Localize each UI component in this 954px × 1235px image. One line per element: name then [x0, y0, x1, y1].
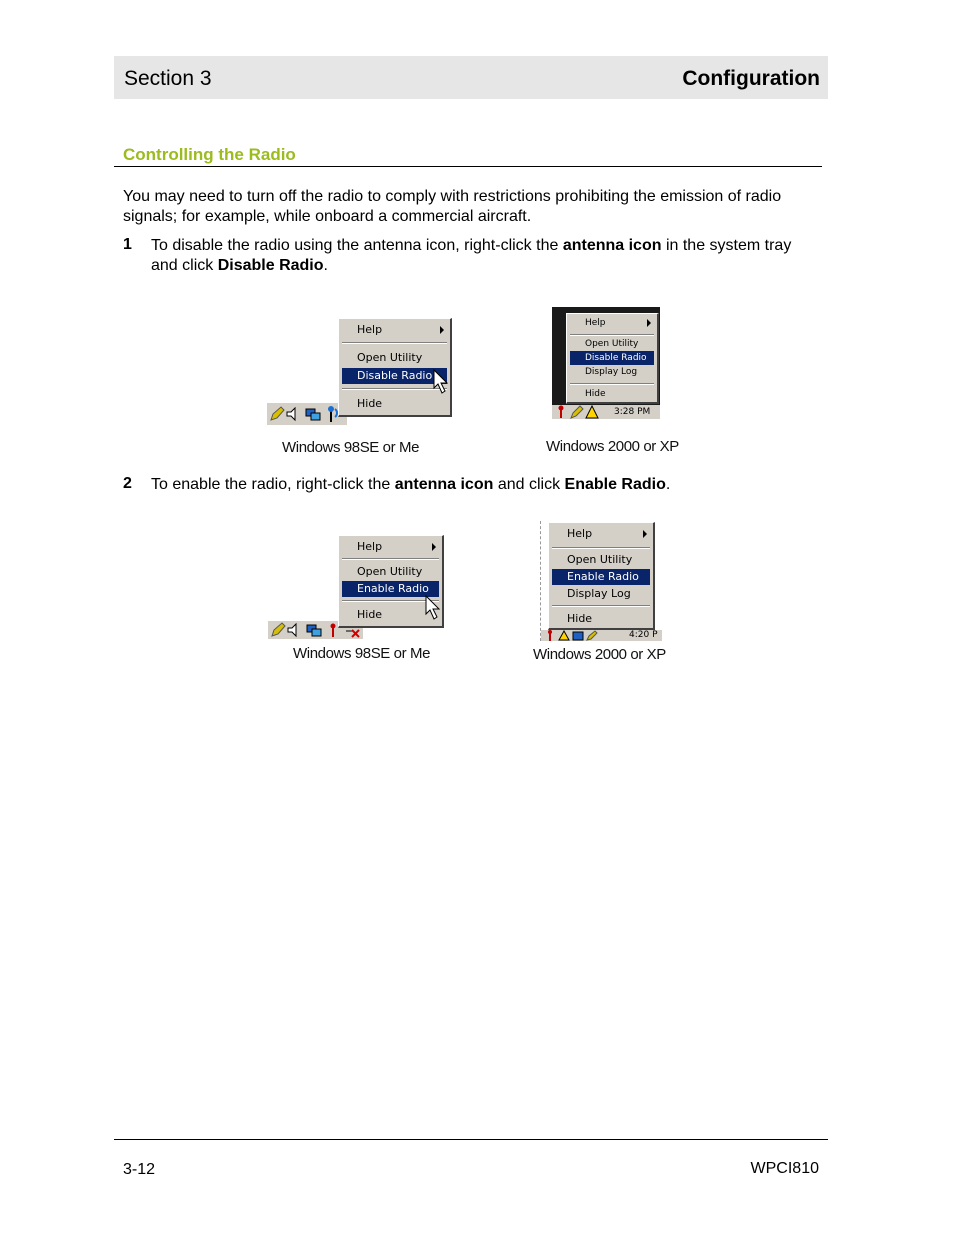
menu-separator	[342, 342, 447, 344]
menu-separator	[570, 334, 654, 336]
tray-clock: 4:20 P	[629, 630, 658, 640]
menu-item-hide[interactable]: Hide	[357, 397, 383, 410]
menu-item-hide[interactable]: Hide	[357, 608, 383, 621]
intro-paragraph: You may need to turn off the radio to comply with restrictions prohibiting the emission of radio signals; for example, while onboard a commercial aircraft.	[123, 188, 782, 225]
pencil-icon	[586, 630, 598, 641]
menu-item-help[interactable]: Help	[357, 323, 383, 336]
menu-item-disable-radio[interactable]: Disable Radio	[570, 351, 654, 365]
footer-rule	[114, 1139, 828, 1140]
section-title: Configuration	[682, 67, 820, 90]
menu-item-help[interactable]: Help	[585, 318, 606, 328]
menu-item-enable-radio[interactable]: Enable Radio	[552, 569, 650, 585]
menu-item-enable-radio[interactable]: Enable Radio	[342, 581, 439, 597]
pencil-icon	[570, 405, 584, 419]
menu-separator	[552, 605, 650, 607]
menu-separator	[342, 388, 447, 390]
network-icon	[305, 406, 321, 422]
caption-win2000: Windows 2000 or XP	[546, 438, 679, 455]
system-tray	[552, 405, 660, 419]
product-name: WPCI810	[750, 1160, 819, 1177]
menu-item-open-utility[interactable]: Open Utility	[567, 553, 633, 566]
menu-separator	[342, 558, 439, 560]
submenu-arrow-icon	[440, 326, 444, 334]
warning-icon	[585, 405, 599, 419]
menu-item-help[interactable]: Help	[567, 527, 593, 540]
menu-separator	[552, 547, 650, 549]
heading-rule	[114, 166, 822, 167]
step-1-number: 1	[123, 236, 132, 253]
subsection-heading: Controlling the Radio	[123, 145, 296, 164]
pencil-icon	[269, 406, 285, 422]
step-2-number: 2	[123, 475, 132, 492]
tray-clock: 3:28 PM	[614, 407, 651, 417]
caption-win98: Windows 98SE or Me	[293, 645, 431, 662]
menu-item-open-utility[interactable]: Open Utility	[357, 351, 423, 364]
speaker-icon	[285, 406, 299, 422]
context-menu-win2000-disable	[566, 313, 659, 404]
antenna-icon[interactable]	[554, 405, 568, 419]
menu-item-open-utility[interactable]: Open Utility	[357, 565, 423, 578]
antenna-icon[interactable]	[544, 630, 556, 641]
caption-win2000: Windows 2000 or XP	[533, 646, 666, 663]
page-number: 3-12	[123, 1161, 156, 1178]
mouse-pointer-icon	[433, 369, 449, 395]
mouse-pointer-icon	[425, 595, 441, 621]
section-label: Section 3	[124, 67, 212, 90]
submenu-arrow-icon	[647, 319, 651, 327]
menu-item-help[interactable]: Help	[357, 540, 383, 553]
network-icon	[306, 622, 322, 638]
menu-item-hide[interactable]: Hide	[585, 389, 606, 399]
menu-item-open-utility[interactable]: Open Utility	[585, 339, 639, 349]
caption-win98: Windows 98SE or Me	[282, 439, 420, 456]
network-icon	[572, 630, 584, 641]
warning-icon	[558, 630, 570, 641]
submenu-arrow-icon	[432, 543, 436, 551]
menu-separator	[570, 383, 654, 385]
system-tray	[541, 630, 662, 641]
menu-item-disable-radio[interactable]: Disable Radio	[342, 368, 447, 384]
step-1-text: To disable the radio using the antenna icon, right-click the antenna icon in the system tray and click Disable Radio.	[151, 237, 792, 274]
system-tray	[267, 403, 347, 425]
speaker-icon	[286, 622, 300, 638]
step-2-text: To enable the radio, right-click the antenna icon and click Enable Radio.	[151, 476, 671, 493]
context-menu-win2000-enable	[548, 522, 655, 630]
submenu-arrow-icon	[643, 530, 647, 538]
menu-item-hide[interactable]: Hide	[567, 612, 593, 625]
menu-item-display-log[interactable]: Display Log	[567, 587, 631, 600]
context-menu-win98-disable	[338, 318, 452, 417]
page-header	[114, 56, 828, 99]
pencil-icon	[270, 622, 286, 638]
menu-item-display-log[interactable]: Display Log	[585, 367, 638, 377]
